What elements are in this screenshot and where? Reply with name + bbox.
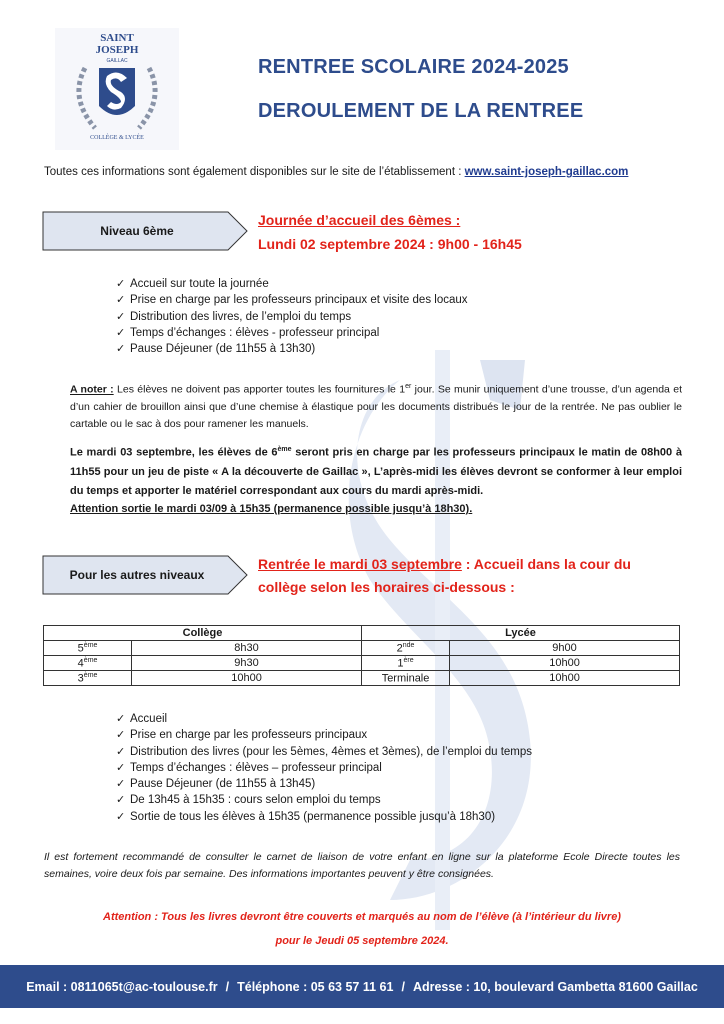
autres-heading: Rentrée le mardi 03 septembre : Accueil dans la cour du [258,556,631,572]
check-icon: ✓ [116,294,126,307]
sixieme-checklist [116,276,468,357]
autres-heading-2: collège selon les horaires ci-dessous : [258,579,515,595]
list-item: ✓ Distribution des livres, de l’emploi du temps [116,309,468,325]
check-icon: ✓ [116,745,126,758]
check-icon: ✓ [116,310,126,323]
schedule-table [43,625,680,686]
tag-label: Pour les autres niveaux [69,568,205,582]
footer-address: Adresse : 10, boulevard Gambetta 81600 Gaillac [412,979,698,994]
college-time: 9h30 [132,656,362,671]
check-icon: ✓ [116,729,126,742]
college-level: 3ème [44,671,132,686]
school-logo [55,28,179,150]
logo-text-joseph: JOSEPH [95,44,139,56]
list-item: ✓ De 13h45 à 15h35 : cours selon emploi du temps [116,792,532,808]
sixieme-heading: Journée d’accueil des 6èmes : [258,212,461,228]
check-icon: ✓ [116,794,126,807]
attention-livres [44,905,680,953]
check-icon: ✓ [116,326,126,339]
mardi-paragraph: Le mardi 03 septembre, les élèves de 6ème seront pris en charge par les professeurs principaux le matin de 08h00 à 11h55 pour un jeu de piste « A la découverte de Gaillac », L’après-midi les élèves devront se conformer à leur emploi du temps et apporter le matériel correspondant aux cours du mardi après-midi. [70,446,682,497]
lycee-time: 10h00 [450,671,680,686]
list-item: ✓ Prise en charge par les professeurs principaux et visite des locaux [116,292,468,308]
list-item: ✓ Prise en charge par les professeurs principaux [116,727,532,743]
lycee-level: 1ère [361,656,449,671]
attention-sortie: Attention sortie le mardi 03/09 à 15h35 (permanence possible jusqu’à 18h30). [70,503,473,515]
attention-livres-line1: Attention : Tous les livres devront être couverts et marqués au nom de l’élève (à l’intérieur du livre) [103,911,621,923]
table-row [44,656,680,671]
footer-email[interactable]: Email : 0811065t@ac-toulouse.fr [26,979,218,994]
check-icon: ✓ [116,713,126,725]
attention-livres-line2: pour le Jeudi 05 septembre 2024. [275,935,449,947]
list-item: ✓ Pause Déjeuner (de 11h55 à 13h45) [116,776,532,792]
college-level: 5ème [44,641,132,656]
check-icon: ✓ [116,343,126,356]
college-header: Collège [44,626,362,641]
tag-autres-niveaux [42,555,248,595]
list-item: ✓ Pause Déjeuner (de 11h55 à 13h30) [116,341,468,357]
sixieme-date: Lundi 02 septembre 2024 : 9h00 - 16h45 [258,236,522,252]
footer-separator: / [225,979,230,994]
logo-text-gaillac: GAILLAC [106,58,128,64]
list-item: ✓ Sortie de tous les élèves à 15h35 (permanence possible jusqu’à 18h30) [116,809,532,825]
tag-niveau-6eme [42,211,248,251]
footer-phone[interactable]: Téléphone : 05 63 57 11 61 [237,979,394,994]
logo-text-saint: SAINT [100,32,134,44]
lycee-header: Lycée [361,626,679,641]
list-item: ✓ Accueil [116,711,532,727]
autres-checklist [116,711,532,825]
list-item: ✓ Accueil sur toute la journée [116,276,468,292]
table-row [44,671,680,686]
check-icon: ✓ [116,761,126,774]
lycee-time: 9h00 [450,641,680,656]
intro-text: Toutes ces informations sont également disponibles sur le site de l’établissement : [44,166,465,178]
footer-bar [0,965,724,1008]
lycee-level: Terminale [361,671,449,686]
website-link[interactable]: www.saint-joseph-gaillac.com [464,166,629,178]
footer-separator: / [401,979,405,994]
list-item: ✓ Temps d’échanges : élèves - professeur principal [116,325,468,341]
intro-line [44,166,628,178]
logo-text-college: COLLÈGE & LYCÉE [90,135,144,141]
tag-label: Niveau 6ème [100,224,174,238]
college-time: 8h30 [132,641,362,656]
check-icon: ✓ [116,810,126,823]
lycee-level: 2nde [361,641,449,656]
lycee-time: 10h00 [450,656,680,671]
note-paragraph: A noter : Les élèves ne doivent pas apporter toutes les fournitures le 1er jour. Se munir uniquement d’une trousse, d’un agenda et d’un cahier de brouillon ainsi que d’une chemise à élastique pour les documents distribués le jour de la rentrée. Ne pas oublier le cartable ou le sac à dos pour ramener les manuels. [70,383,682,430]
list-item: ✓ Distribution des livres (pour les 5èmes, 4èmes et 3èmes), de l’emploi du temps [116,744,532,760]
college-time: 10h00 [132,671,362,686]
list-item: ✓ Temps d’échanges : élèves – professeur principal [116,760,532,776]
check-icon: ✓ [116,778,126,791]
page-subtitle: DEROULEMENT DE LA RENTREE [258,100,584,122]
note-label: A noter : [70,383,114,396]
college-level: 4ème [44,656,132,671]
page-title: RENTREE SCOLAIRE 2024-2025 [258,56,569,78]
check-icon: ✓ [116,278,126,290]
table-header-row [44,626,680,641]
recommendation-paragraph: Il est fortement recommandé de consulter le carnet de liaison de votre enfant en ligne sur la plateforme Ecole Directe toutes les semaines, voire deux fois par semaine. Des informations importantes peuvent y être consignées. [44,851,680,880]
table-row [44,641,680,656]
